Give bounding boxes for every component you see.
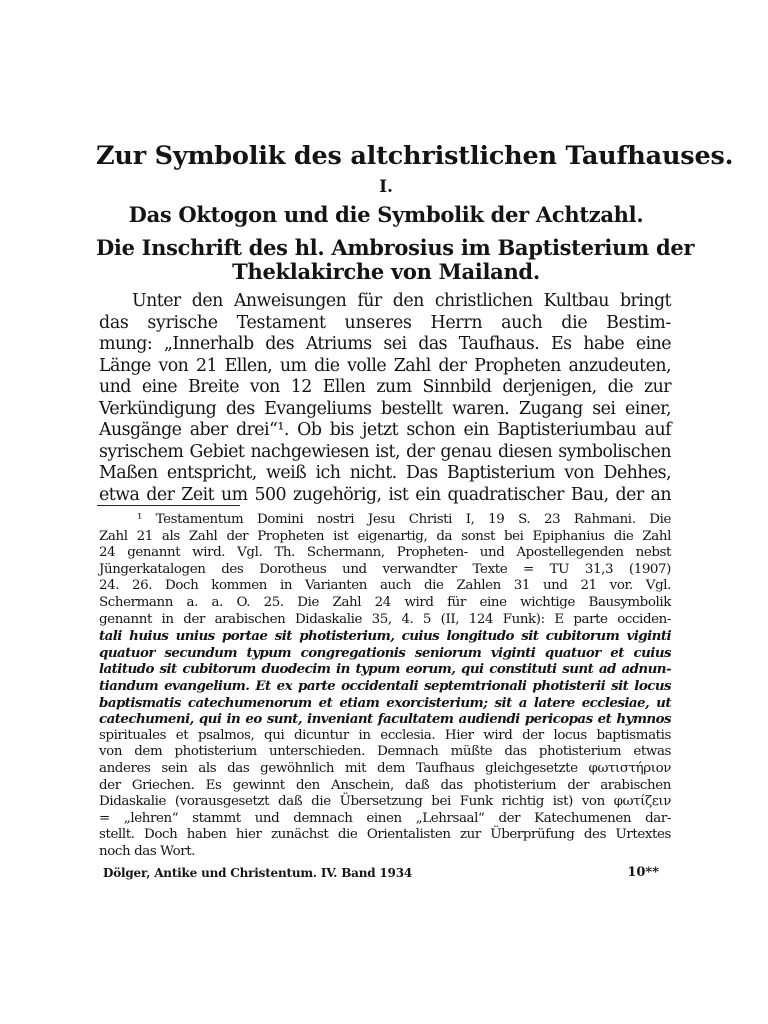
section-subtitle-line: Theklakirche von Mailand. [232,259,540,284]
section-number: I. [379,177,393,197]
footnote-line-latin: latitudo sit cubitorum duodecim in typum eorum, qui constituti sunt ad adnun- [99,661,671,678]
footer-signature: Dölger, Antike und Christentum. IV. Band 1934 [103,866,413,880]
footnote-line: 24. 26. Doch kommen in Varianten auch die Zahlen 31 und 21 vor. Vgl. [99,578,671,594]
body-line: syrischem Gebiet nachgewiesen ist, der genau diesen symbolischen [99,441,671,462]
footnote-line: = „lehren“ stammt und demnach einen „Lehrsaal“ der Katechumenen dar- [99,810,671,826]
footnote-line: genannt in der arabischen Didaskalie 35, 4. 5 (II, 124 Funk): E parte occiden- [99,611,671,627]
footnote-line-latin: baptismatis catechumenorum et etiam exorcisterium; sit a latere ecclesiae, ut [99,694,671,711]
footnote-line-latin: quatuor secundum typum congregationis seniorum viginti quatuor et cuius [99,644,671,661]
footnote-line: ¹ Testamentum Domini nostri Jesu Christi I, 19 S. 23 Rahmani. Die [137,512,671,527]
section-subtitle-line: Die Inschrift des hl. Ambrosius im Baptisterium der [96,235,695,260]
page-footer [103,864,659,882]
footnote-line: der Griechen. Es gewinnt den Anschein, daß das photisterium der arabischen [99,777,671,793]
footnote-line: spirituales et psalmos, qui dicuntur in ecclesia. Hier wird der locus baptismatis [99,727,671,743]
body-line: Ausgänge aber drei“¹. Ob bis jetzt schon ein Baptisteriumbau auf [99,420,671,440]
body-line: mung: „Innerhalb des Atriums sei das Taufhaus. Es habe eine [99,334,671,354]
footnote-line: Schermann a. a. O. 25. Die Zahl 24 wird für eine wichtige Bausymbolik [99,594,671,610]
body-line: Verkündigung des Evangeliums bestellt waren. Zugang sei einer, [99,398,671,419]
footnote-line-latin: tali huius unius portae sit photisterium, cuius longitudo sit cubitorum viginti [99,628,671,645]
footnote-line: Zahl 21 als Zahl der Propheten ist eigenartig, da sonst bei Epiphanius die Zahl [99,528,671,544]
body-line: Länge von 21 Ellen, um die volle Zahl der Propheten anzudeuten, [99,355,671,376]
body-line: das syrische Testament unseres Herrn auch die Bestim- [99,312,671,333]
footer-sheet-mark: 10** [627,865,659,880]
footnote-line: Jüngerkatalogen des Dorotheus und verwandter Texte = TU 31,3 (1907) [99,561,671,577]
body-line: und eine Breite von 12 Ellen zum Sinnbild derjenigen, die zur [99,377,671,397]
body-line: etwa der Zeit um 500 zugehörig, ist ein quadratischer Bau, der an [99,484,671,505]
body-line: Maßen entspricht, weiß ich nicht. Das Baptisterium von Dehhes, [99,463,671,483]
body-text [99,291,671,506]
footnotes [99,512,671,860]
section-subtitle-line: Das Oktogon und die Symbolik der Achtzahl. [128,202,644,227]
footnote-line: stellt. Doch haben hier zunächst die Orientalisten zur Überprüfung des Urtextes [99,827,671,843]
footnote-line-latin: catechumeni, qui in eo sunt, inveniant facultatem audiendi pericopas et hymnos [99,711,671,728]
footnote-line: noch das Wort. [99,843,196,859]
footnote-line: von dem photisterium unterschieden. Demnach müßte das photisterium etwas [99,744,671,760]
body-line: Unter den Anweisungen für den christlichen Kultbau bringt [132,291,671,311]
footnote-separator [97,505,240,506]
footnote-line: anderes sein als das gewöhnlich mit dem Taufhaus gleichgesetzte φωτιστήριον [99,760,671,776]
chapter-title: Zur Symbolik des altchristlichen Taufhauses. [96,141,734,171]
footnote-line-latin: tiandum evangelium. Et ex parte occidentali septemtrionali photisterii sit locus [99,677,671,694]
footnote-line: 24 genannt wird. Vgl. Th. Schermann, Propheten- und Apostellegenden nebst [99,545,671,561]
footnote-line: Didaskalie (vorausgesetzt daß die Übersetzung bei Funk richtig ist) von φωτίζειν [99,794,671,810]
